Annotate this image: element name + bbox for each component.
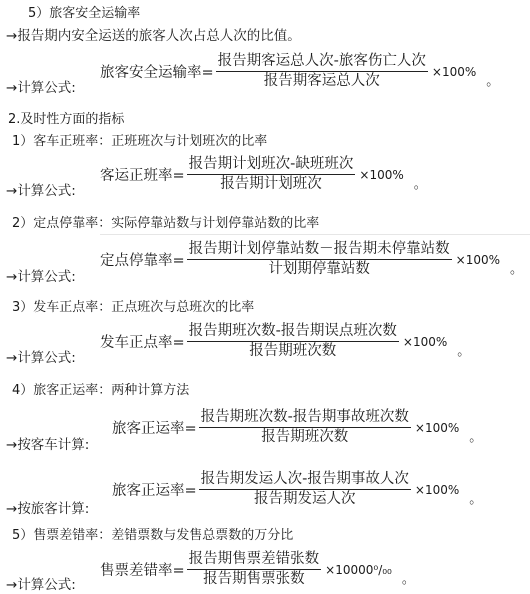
denominator: 报告期客运总人次 xyxy=(263,73,380,89)
period: 。 xyxy=(413,177,427,192)
formula-name: 定点停靠率= xyxy=(100,253,185,269)
formula-name: 旅客正运率= xyxy=(112,421,197,437)
period: 。 xyxy=(486,74,500,89)
denominator: 报告期班次数 xyxy=(249,343,337,359)
heading-onschedule: 1）客车正班率：正班班次与计划班次的比率 xyxy=(12,134,268,149)
heading-passenger: 4）旅客正运率：两种计算方法 xyxy=(12,383,190,398)
label-by-trips xyxy=(6,433,89,453)
fraction xyxy=(199,470,411,509)
numerator: 报告期发运人次-报告期事故人次 xyxy=(199,470,411,490)
calc-label: 计算公式: xyxy=(17,350,76,366)
heading-ontime: 3）发车正点率：正点班次与总班次的比率 xyxy=(12,300,255,315)
denominator: 报告期计划班次 xyxy=(220,176,322,192)
multiplier: ×100% xyxy=(431,64,477,79)
heading-ticket: 5）售票差错率：差错票数与发售总票数的万分比 xyxy=(12,528,294,543)
by-trips-label: 按客车计算: xyxy=(17,437,90,453)
formula-ticket xyxy=(100,550,415,589)
calc-label: 计算公式: xyxy=(17,577,76,593)
formula-onschedule xyxy=(100,155,427,194)
formula-safety-rate xyxy=(100,52,499,91)
period: 。 xyxy=(469,492,483,507)
period: 。 xyxy=(510,262,524,277)
numerator: 报告期班次数-报告期误点班次数 xyxy=(187,322,399,342)
arrow-icon: → xyxy=(6,80,18,96)
period: 。 xyxy=(401,572,415,587)
formula-name: 售票差错率= xyxy=(100,563,185,579)
calc-label-onschedule xyxy=(6,179,76,199)
formula-ontime xyxy=(100,322,470,361)
denominator: 报告期班次数 xyxy=(261,429,349,445)
divider xyxy=(100,234,530,235)
formula-name: 旅客正运率= xyxy=(112,483,197,499)
denominator: 报告期发运人次 xyxy=(254,491,356,507)
calc-label: 计算公式: xyxy=(17,269,76,285)
arrow-icon: → xyxy=(6,577,18,593)
fraction xyxy=(199,408,411,447)
formula-stop xyxy=(100,240,523,279)
arrow-icon: → xyxy=(6,183,18,199)
numerator: 报告期客运总人次-旅客伤亡人次 xyxy=(216,52,428,72)
arrow-icon: → xyxy=(6,437,18,453)
arrow-icon: → xyxy=(6,501,18,517)
label-by-passengers xyxy=(6,497,89,517)
multiplier: ×100% xyxy=(414,482,460,497)
calc-label-ontime xyxy=(6,346,76,366)
by-passengers-label: 按旅客计算: xyxy=(17,501,90,517)
heading-safety-rate: 5）旅客安全运输率 xyxy=(28,6,141,21)
period: 。 xyxy=(469,430,483,445)
numerator: 报告期售票差错张数 xyxy=(187,550,322,570)
numerator: 报告期计划班次-缺班班次 xyxy=(187,155,356,175)
desc-safety-rate xyxy=(6,24,301,44)
arrow-icon: → xyxy=(6,350,18,366)
fraction xyxy=(187,550,322,589)
formula-name: 发车正点率= xyxy=(100,335,185,351)
calc-label: 计算公式: xyxy=(17,183,76,199)
period: 。 xyxy=(457,344,471,359)
multiplier: ×100% xyxy=(359,167,404,182)
denominator: 报告期售票张数 xyxy=(203,571,305,587)
numerator: 报告期班次数-报告期事故班次数 xyxy=(199,408,411,428)
heading-timeliness: 2.及时性方面的指标 xyxy=(8,112,125,127)
multiplier: ×100% xyxy=(414,420,460,435)
calc-label-ticket xyxy=(6,573,76,593)
fraction xyxy=(187,240,452,279)
denominator: 计划期停靠站数 xyxy=(268,261,370,277)
fraction xyxy=(216,52,428,91)
heading-stop: 2）定点停靠率：实际停靠站数与计划停靠站数的比率 xyxy=(12,216,320,231)
fraction xyxy=(187,322,399,361)
numerator: 报告期计划停靠站数－报告期未停靠站数 xyxy=(187,240,452,260)
formula-name: 客运正班率= xyxy=(100,168,185,184)
calc-label-stop xyxy=(6,265,76,285)
arrow-icon: → xyxy=(6,269,18,285)
multiplier: ×100% xyxy=(455,252,501,267)
formula-passenger-trips xyxy=(112,408,482,447)
formula-name: 旅客安全运输率= xyxy=(100,65,214,81)
multiplier: ×10000⁰/₀₀ xyxy=(325,562,392,577)
calc-label: 计算公式: xyxy=(17,80,76,96)
desc-text: 报告期内安全运送的旅客人次占总人次的比值。 xyxy=(17,28,301,44)
fraction xyxy=(187,155,356,194)
formula-passenger-people xyxy=(112,470,482,509)
multiplier: ×100% xyxy=(402,334,448,349)
arrow-icon: → xyxy=(6,28,18,44)
calc-label-safety xyxy=(6,76,76,96)
